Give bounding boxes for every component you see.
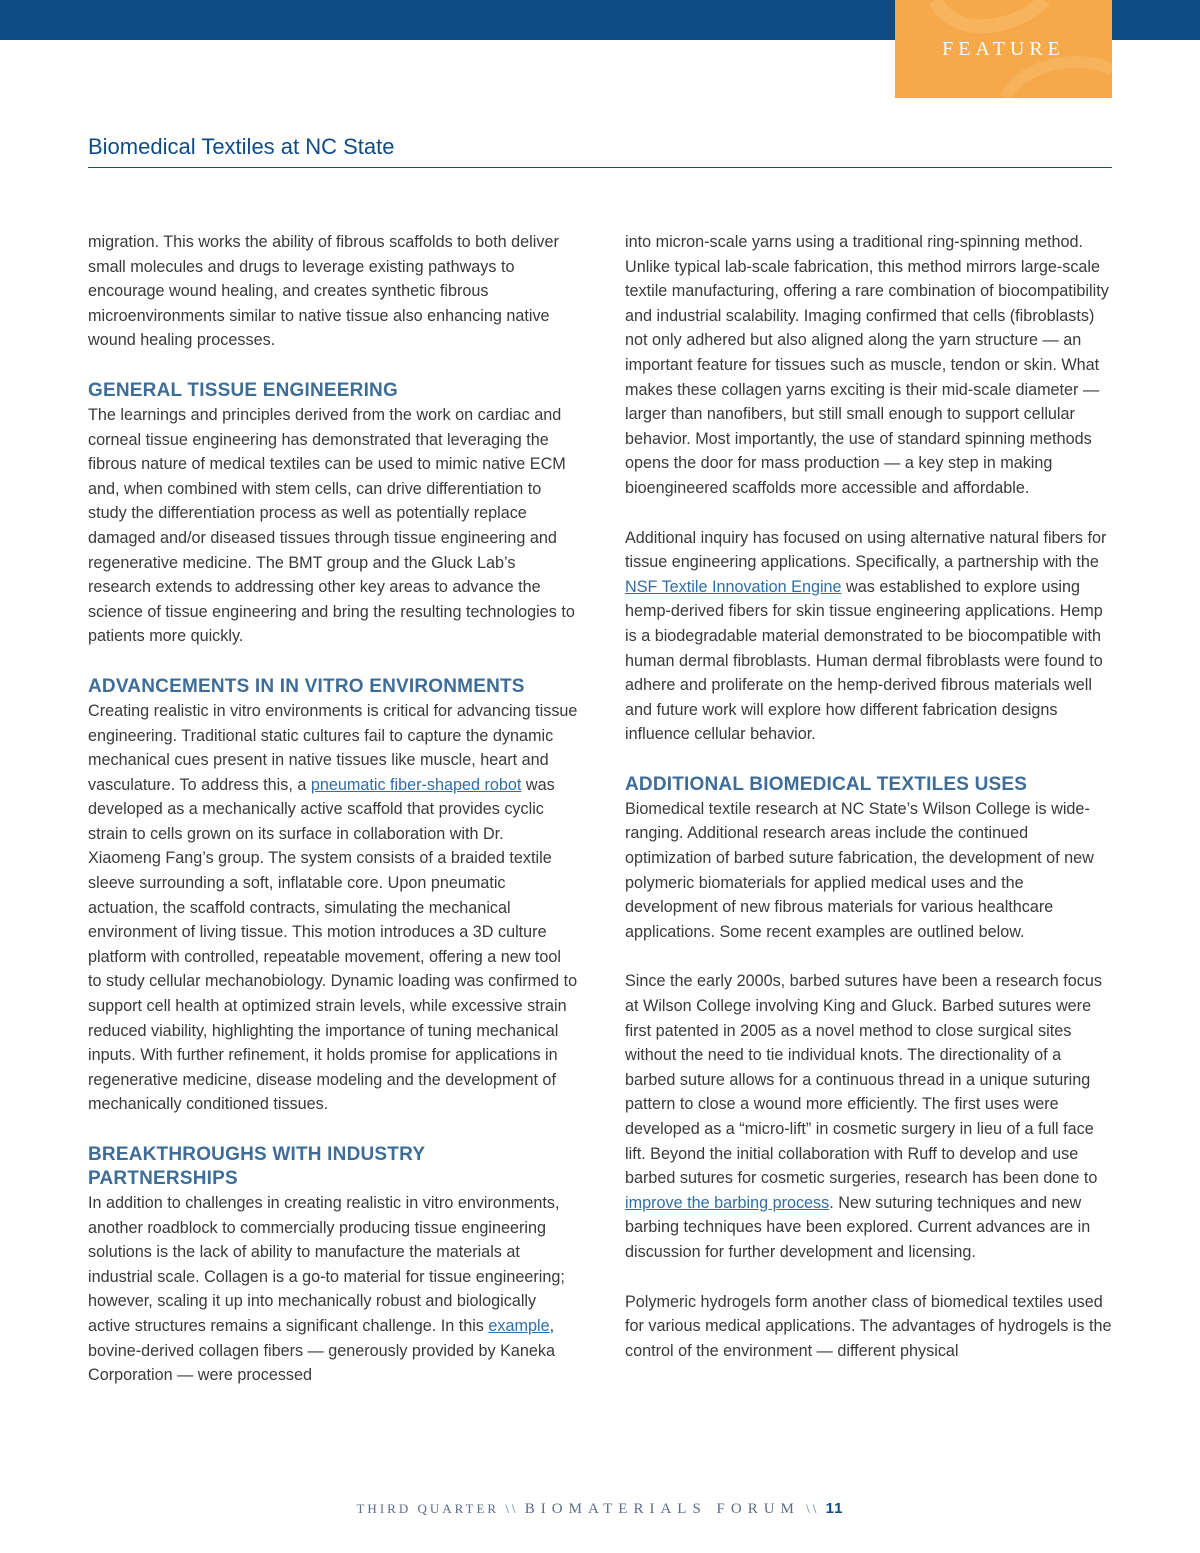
sutures-text-b: . New suturing techniques and new barbing techniques have been explored. Current advances are in discussion for further development and licensing. xyxy=(625,1193,1091,1261)
page-number: 11 xyxy=(825,1500,844,1517)
footer-magazine: BIOMATERIALS FORUM xyxy=(524,1501,800,1517)
sutures-text-a: Since the early 2000s, barbed sutures have been a research focus at Wilson College involving King and Gluck. Barbed sutures were first patented in 2005 as a novel method to close surgical sites without the need to tie individual knots. The directionality of a barbed suture allows for a continuous thread in a unique suturing pattern to close a wound more efficiently. The first uses were developed as a “micro-lift” in cosmetic surgery in lieu of a full face lift. Beyond the initial collaboration with Ruff to develop and use barbed sutures for cosmetic surgeries, research has been done to xyxy=(625,972,1102,1188)
nsf-engine-link[interactable]: NSF Textile Innovation Engine xyxy=(625,577,842,596)
page-footer xyxy=(0,1500,1200,1518)
in-vitro-text-a: Creating realistic in vitro environments is critical for advancing tissue engineering. Traditional static cultures fail to capture the dynamic mechanical cues present in native tissues like muscle, heart and vasculature. To address this, a xyxy=(88,701,578,794)
hemp-paragraph xyxy=(625,526,1115,747)
feature-label: FEATURE xyxy=(942,38,1065,60)
heading-industry-partnerships: BREAKTHROUGHS WITH INDUSTRY PARTNERSHIPS xyxy=(88,1144,425,1189)
footer-quarter: THIRD QUARTER xyxy=(356,1501,500,1516)
barbing-process-link[interactable]: improve the barbing process xyxy=(625,1193,830,1212)
pneumatic-robot-link[interactable]: pneumatic fiber-shaped robot xyxy=(310,775,522,794)
heading-general-tissue-engineering: GENERAL TISSUE ENGINEERING xyxy=(88,379,398,401)
hemp-text-a: Additional inquiry has focused on using alternative natural fibers for tissue engineering applications. Specifically, a partnership with the xyxy=(625,528,1107,572)
heading-in-vitro-environments: ADVANCEMENTS IN IN VITRO ENVIRONMENTS xyxy=(88,675,525,697)
intro-paragraph: migration. This works the ability of fibrous scaffolds to both deliver small molecules and drugs to leverage existing pathways to encourage wound healing, and creates synthetic fibrous microenvironments similar to native tissue also enhancing native wound healing processes. xyxy=(88,233,559,350)
sutures-paragraph xyxy=(625,969,1115,1264)
industry-paragraph xyxy=(88,1191,578,1388)
industry-text-b: , bovine-derived collagen fibers — generously provided by Kaneka Corporation — were processed xyxy=(88,1316,556,1385)
industry-text-a: In addition to challenges in creating realistic in vitro environments, another roadblock to commercially producing tissue engineering solutions is the lack of ability to manufacture the materials at industrial scale. Collagen is a go-to material for tissue engineering; however, scaling it up into mechanically robust and biologically active structures remains a significant challenge. In this xyxy=(88,1194,565,1335)
feature-tab xyxy=(895,0,1112,98)
in-vitro-paragraph xyxy=(88,699,578,1117)
yarn-paragraph: into micron-scale yarns using a traditional ring-spinning method. Unlike typical lab-scale fabrication, this method mirrors large-scale textile manufacturing, offering a rare combination of biocompatibility and industrial scalability. Imaging confirmed that cells (fibroblasts) not only adhered but also aligned along the yarn structure — an important feature for tissues such as muscle, tendon or skin. What makes these collagen yarns exciting is their mid-scale diameter — larger than nanofibers, but still small enough to support cellular behavior. Most importantly, the use of standard spinning methods opens the door for mass production — a key step in making bioengineered scaffolds more accessible and affordable. xyxy=(625,233,1109,497)
footer-separator: \\ xyxy=(799,1501,826,1516)
section-title: Biomedical Textiles at NC State xyxy=(88,134,395,159)
footer-separator: \\ xyxy=(499,1501,525,1516)
title-divider xyxy=(88,167,1112,168)
example-link[interactable]: example xyxy=(488,1316,550,1335)
general-tissue-paragraph: The learnings and principles derived from the work on cardiac and corneal tissue engineering has demonstrated that leveraging the fibrous nature of medical textiles can be used to mimic native ECM and, when combined with stem cells, can drive differentiation to study the differentiation process as well as potentially replace damaged and/or diseased tissues through tissue engineering and regenerative medicine. The BMT group and the Gluck Lab’s research extends to addressing other key areas to advance the science of tissue engineering and bring the resulting technologies to patients more quickly. xyxy=(88,405,575,646)
hemp-text-b: was established to explore using hemp-derived fibers for skin tissue engineering applications. Hemp is a biodegradable material demonstrated to be biocompatible with human dermal fibroblasts. Human dermal fibroblasts were found to adhere and proliferate on the hemp-derived fibrous materials well and future work will explore how different fabrication designs influence cellular behavior. xyxy=(625,577,1103,744)
in-vitro-text-b: was developed as a mechanically active scaffold that provides cyclic strain to cells grown on its surface in collaboration with Dr. Xiaomeng Fang’s group. The system consists of a braided textile sleeve surrounding a soft, inflatable core. Upon pneumatic actuation, the scaffold contracts, simulating the mechanical environment of living tissue. This motion introduces a 3D culture platform with controlled, repeatable movement, offering a new tool to study cellular mechanobiology. Dynamic loading was confirmed to support cell health at optimized strain levels, while excessive strain reduced viability, highlighting the importance of tuning mechanical inputs. With further refinement, it holds promise for applications in regenerative medicine, disease modeling and the development of mechanically conditioned tissues. xyxy=(88,775,578,1114)
left-column xyxy=(88,230,578,1388)
additional-uses-paragraph: Biomedical textile research at NC State’s Wilson College is wide-ranging. Additional research areas include the continued optimization of barbed suture fabrication, the development of new polymeric biomaterials for applied medical uses and the development of new fibrous materials for various healthcare applications. Some recent examples are outlined below. xyxy=(625,799,1094,941)
heading-additional-uses: ADDITIONAL BIOMEDICAL TEXTILES USES xyxy=(625,773,1028,795)
right-column xyxy=(625,230,1115,1363)
hydrogels-paragraph: Polymeric hydrogels form another class of biomedical textiles used for various medical applications. The advantages of hydrogels is the control of the environment — different physical xyxy=(625,1292,1112,1360)
